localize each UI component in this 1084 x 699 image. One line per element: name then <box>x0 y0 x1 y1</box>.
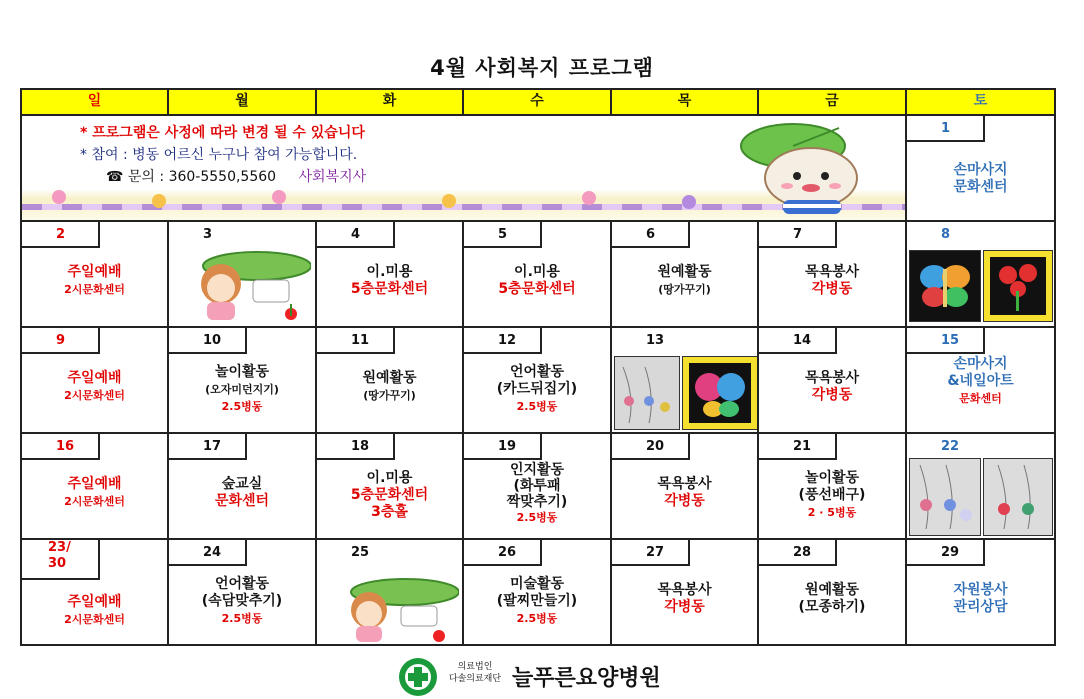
notice-banner <box>21 115 906 221</box>
day-cell: 18 이.미용 5층문화센터 3층홀 <box>316 433 463 539</box>
day-cell: 4 이.미용 5층문화센터 <box>316 221 463 327</box>
day-cell: 5 이.미용 5층문화센터 <box>463 221 611 327</box>
day-number: 28 <box>759 540 837 566</box>
day-cell <box>906 221 1055 327</box>
day-number: 27 <box>612 540 690 566</box>
flower-decoration <box>52 190 66 204</box>
day-cell: 29 자원봉사 관리상담 <box>906 539 1055 645</box>
day-number: 10 <box>169 328 247 354</box>
craft-photo-butterfly <box>909 250 981 322</box>
day-cell: 14 목욕봉사 각병동 <box>758 327 906 433</box>
craft-photo-bracelet <box>909 458 981 536</box>
day-cell: 15 손마사지 &네일아트 문화센터 <box>906 327 1055 433</box>
notice-contact-role: 사회복지사 <box>298 169 367 185</box>
craft-photo-bracelet <box>983 458 1053 536</box>
phone-icon: ☎ <box>106 169 124 185</box>
day-cell: 28 원예활동 (모종하기) <box>758 539 906 645</box>
day-cell: 20 목욕봉사 각병동 <box>611 433 758 539</box>
day-number: 7 <box>759 222 837 248</box>
day-number: 4 <box>317 222 395 248</box>
day-cell <box>906 433 1055 539</box>
day-cell <box>168 221 316 327</box>
weekday-sun: 일 <box>21 89 168 115</box>
day-cell: 9 주일예배 2시문화센터 <box>21 327 168 433</box>
day-number: 11 <box>317 328 395 354</box>
day-cell: 17 숲교실 문화센터 <box>168 433 316 539</box>
day-number: 3 <box>203 227 213 242</box>
hospital-logo-icon <box>398 657 438 697</box>
flower-decoration <box>272 190 286 204</box>
day-cell <box>611 327 758 433</box>
girl-illustration <box>173 248 311 324</box>
day-cell: 11 원예활동 (땅가꾸기) <box>316 327 463 433</box>
day-cell: 21 놀이활동 (풍선배구) 2 · 5병동 <box>758 433 906 539</box>
flower-decoration <box>682 195 696 209</box>
weekday-wed: 수 <box>463 89 611 115</box>
craft-photo-flower <box>983 250 1053 322</box>
day-number: 17 <box>169 434 247 460</box>
day-number: 5 <box>464 222 542 248</box>
day-number: 22 <box>941 439 960 454</box>
day-number: 8 <box>941 227 951 242</box>
day-cell: 24 언어활동 (속담맞추기) 2.5병동 <box>168 539 316 645</box>
day-cell: 10 놀이활동 (오자미던지기) 2.5병동 <box>168 327 316 433</box>
day-cell: 26 미술활동 (팔찌만들기) 2.5병동 <box>463 539 611 645</box>
frog-character-illustration <box>729 120 897 216</box>
notice-line-1: * 프로그램은 사정에 따라 변경 될 수 있습니다 <box>80 125 365 141</box>
day-number: 20 <box>612 434 690 460</box>
day-number: 6 <box>612 222 690 248</box>
craft-photo-butterfly <box>682 356 758 430</box>
day-number: 1 <box>907 116 985 142</box>
day-number: 25 <box>351 545 370 560</box>
day-cell: 1 손마사지 문화센터 <box>906 115 1055 221</box>
day-cell: 2 주일예배 2시문화센터 <box>21 221 168 327</box>
day-number: 16 <box>22 434 100 460</box>
day-number: 21 <box>759 434 837 460</box>
flower-decoration <box>152 194 166 208</box>
notice-line-3: ☎ 문의 : 360-5550,5560 사회복지사 <box>106 169 367 185</box>
day-number: 9 <box>22 328 100 354</box>
flower-decoration <box>442 194 456 208</box>
weekday-tue: 화 <box>316 89 463 115</box>
notice-line-2: * 참여 : 병동 어르신 누구나 참여 가능합니다. <box>80 147 358 163</box>
foundation-info: 의료법인 다솔의료재단 <box>448 662 502 684</box>
weekday-mon: 월 <box>168 89 316 115</box>
day-number: 2 <box>22 222 100 248</box>
day-number: 29 <box>907 540 985 566</box>
day-cell: 27 목욕봉사 각병동 <box>611 539 758 645</box>
girl-illustration <box>321 576 459 645</box>
day-cell: 16 주일예배 2시문화센터 <box>21 433 168 539</box>
footer <box>0 655 1084 699</box>
day-number: 24 <box>169 540 247 566</box>
weekday-sat: 토 <box>906 89 1055 115</box>
hospital-name: 늘푸른요양병원 <box>512 666 661 691</box>
day-number: 12 <box>464 328 542 354</box>
weekday-thu: 목 <box>611 89 758 115</box>
weekday-fri: 금 <box>758 89 906 115</box>
day-number: 13 <box>646 333 665 348</box>
day-number: 19 <box>464 434 542 460</box>
day-number: 15 <box>907 328 985 354</box>
flower-decoration <box>582 191 596 205</box>
day-number: 14 <box>759 328 837 354</box>
craft-photo-bracelet <box>614 356 680 430</box>
day-number: 26 <box>464 540 542 566</box>
day-cell: 6 원예활동 (땅가꾸기) <box>611 221 758 327</box>
page-title: 4월 사회복지 프로그램 <box>430 56 654 80</box>
day-number: 18 <box>317 434 395 460</box>
day-cell: 23/ 30 주일예배 2시문화센터 <box>21 539 168 645</box>
day-number: 23/ 30 <box>22 540 100 580</box>
day-cell: 12 언어활동 (카드뒤집기) 2.5병동 <box>463 327 611 433</box>
day-cell: 7 목욕봉사 각병동 <box>758 221 906 327</box>
day-cell: 19 인지활동 (화투패 짝맞추기) 2.5병동 <box>463 433 611 539</box>
day-cell <box>316 539 463 645</box>
calendar-table <box>20 88 1056 646</box>
